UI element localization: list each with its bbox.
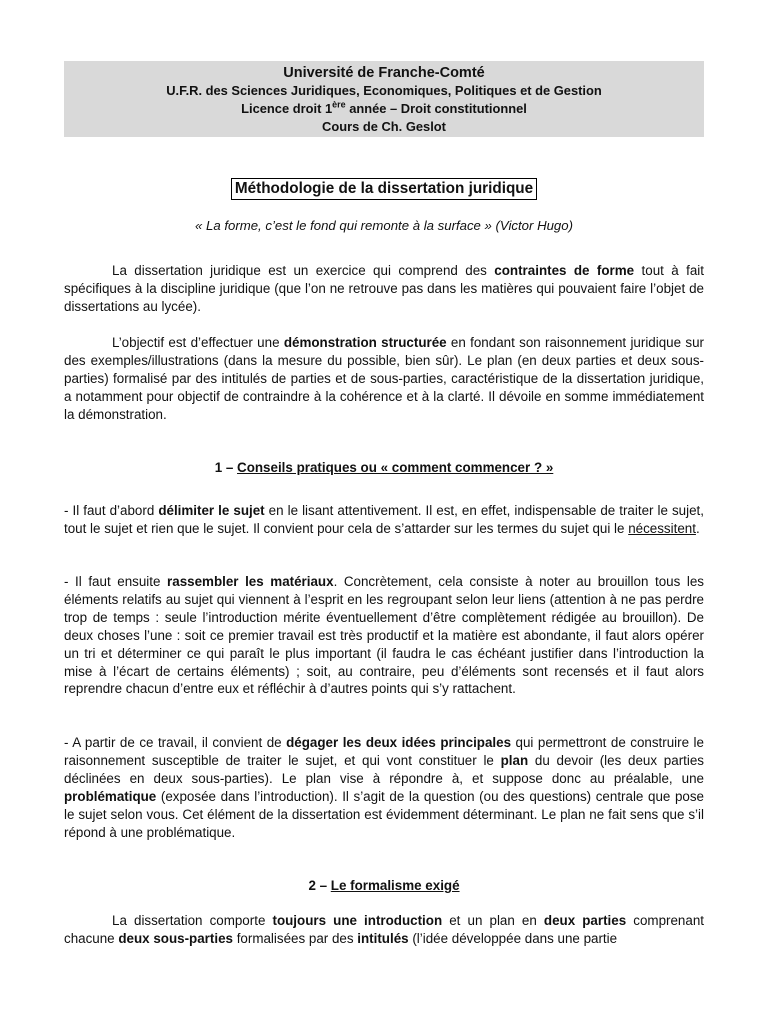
intro-paragraph-1: La dissertation juridique est un exercice qui comprend des contraintes de forme tout à fait spécifiques à la discipline juridique (que l’on ne retrouve pas dans les matières qui pouvaient faire l’objet de dissertations au lycée). (64, 263, 704, 314)
licence-line: Licence droit 1ère année – Droit constitutionnel (241, 99, 527, 116)
document-header (64, 61, 704, 137)
section-2-heading: 2 – Le formalisme exigé (308, 878, 460, 893)
intro-paragraph-2: L’objectif est d’effectuer une démonstration structurée en fondant son raisonnement juridique sur des exemples/illustrations (dans la mesure du possible, bien sûr). Le plan (en deux parties et deux sous-parties) formalisé par des intitulés de parties et de sous-parties, caractéristique de la dissertation juridique, a notamment pour objectif de contraindre à la cohérence et à la clarté. Il dévoile en somme immédiatement la démonstration. (64, 335, 704, 422)
course-line: Cours de Ch. Geslot (322, 119, 446, 134)
section-1-paragraph-1: - Il faut d’abord délimiter le sujet en le lisant attentivement. Il est, en effet, indispensable de traiter le sujet, tout le sujet et rien que le sujet. Il convient pour cela de s’attarder sur les termes du sujet qui le nécessitent. (64, 503, 704, 536)
section-1-paragraph-3: - A partir de ce travail, il convient de dégager les deux idées principales qui permettront de construire le raisonnement susceptible de traiter le sujet, et qui vont constituer le plan du devoir (les deux parties déclinées en deux sous-parties). Le plan vise à répondre à, et suppose donc au préalable, une problématique (exposée dans l’introduction). Il s’agit de la question (ou des questions) centrale que pose le sujet selon vous. Cet élément de la dissertation est évidemment déterminant. Le plan ne fait sens que s’il répond à une problématique. (64, 735, 704, 840)
section-1-paragraph-2: - Il faut ensuite rassembler les matériaux. Concrètement, cela consiste à noter au brouillon tous les éléments relatifs au sujet qui viennent à l’esprit en les regroupant selon leur liens (attention à ne pas perdre trop de temps : seule l’introduction mérite éventuellement d’être complètement rédigée au brouillon). De deux choses l’une : soit ce premier travail est très productif et la matière est abondante, il faut alors opérer un tri et déterminer ce qui paraît le plus important (il faudra le cas échéant justifier dans l’introduction la mise à l’écart de certains éléments) ; soit, au contraire, peu d’éléments sont recensés et il faut alors reprendre chacun d’entre eux et réfléchir à d’autres points qui s’y rattachent. (64, 574, 704, 697)
document-title: Méthodologie de la dissertation juridique (231, 178, 537, 200)
section-2-paragraph-1: La dissertation comporte toujours une introduction et un plan en deux parties comprenant chacune deux sous-parties formalisées par des intitulés (l’idée développée dans une partie (64, 913, 704, 946)
ufr-name: U.F.R. des Sciences Juridiques, Economiques, Politiques et de Gestion (166, 83, 602, 98)
epigraph-quote: « La forme, c’est le fond qui remonte à la surface » (Victor Hugo) (195, 218, 573, 233)
section-1-heading: 1 – Conseils pratiques ou « comment commencer ? » (214, 460, 554, 475)
university-name: Université de Franche-Comté (283, 65, 485, 81)
